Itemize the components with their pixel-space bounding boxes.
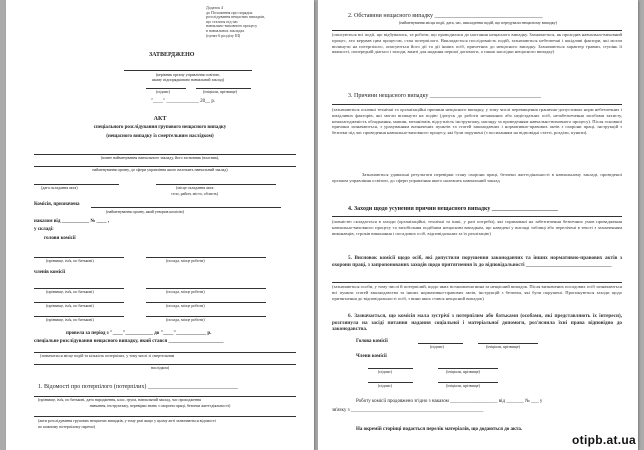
commission-head-label: Голова комісії [356,339,388,344]
approval-date: "____" _____________ 20__ р. [151,99,216,104]
commission-members-label: Члени комісії [356,354,387,359]
head-label: голови комісії [44,236,76,241]
head-pib-caption: (прізвище, ім'я, по батькові) [46,258,94,263]
approver-line [124,70,252,71]
document-page-2 [318,0,638,450]
section-3-text: (зазначаються основні технічні та організаційні причини нещасного випадку, у тому числі перевищення гранично-допустимих норм небезпечних і шкідливих факторів, які могли вплинути на подію (допуск до роботи незаконних або недієздатних осіб, незабезпечення засобами захисту, неналагодженість обладнання, машин, механізмів, відсутність інструктажу, нагляду за проведенням навчально-виховного процесу). Після основної причини зазначаються, з урахуванням визначених пунктів та статей законодавчих і нормативно-правових актів з охорони праці, інструкцій з безпеки під час проведення навчально-виховного процесу, які були порушені (з посиланням на відповідні статті, розділи, пункти). [332,107,622,136]
section-6-text: 6. Зазначається, що комісія мала зустрічі з потерпілим або батьками (особами, які представляють їх інтереси), розглянула на засіді питання надання соціальної і матеріальної допомоги, роз'яснила їхні права відповідно до законодавства. [332,313,622,333]
work-extended-line: Роботу комісії продовжено згідно з наказом ___________________ від _______ № ___ у [356,399,543,404]
date-caption: (дата складання акта) [41,185,78,190]
appendix-note: Додаток 4 до Положення про порядок розслідування нещасних випадків, що сталися під час навчально-виховного процесу в навчальних закладах (пункт 6 розділу III) [206,5,265,38]
member1-position-caption: (посада, місце роботи) [166,289,205,294]
section-2-line [332,30,622,31]
head-sign-caption: (підпис) [430,344,445,349]
section-2-heading: 2. Обставини нещасного випадку ____________________________________ [348,13,543,19]
section-5-heading: 5. Висновок комісії щодо осіб, які допустили порушення законодавчих та інших нормативно-правових актів з охорони праці, з запропонованих заходів щодо притягнення їх до відповідальності _________________________________ [332,255,622,268]
section-3-line [332,104,622,105]
member-initials-caption-1: (ініціали, прізвище) [446,369,480,374]
head-initials-caption: (ініціали, прізвище) [486,344,520,349]
member3-position-line [146,316,266,317]
member1-position-line [146,288,266,289]
section-4-heading: 4. Заходи щодо усунення причин нещасного випадку ______________________ [348,206,558,212]
section-4-line [332,216,622,217]
institution-caption: (повне найменування навчального закладу, його засновник (власник), [100,155,220,160]
act-subtitle: спеціального розслідування групового нещасного випадку [93,125,227,130]
work-extended-line-2: зв'язку з _____________________________________________________ [332,408,484,413]
victims-caption-2: наслідком) [150,365,170,370]
footer-note: На окремій сторінці подається перелік матеріалів, що додаються до акта. [356,427,523,432]
member2-pib-caption: (прізвище, ім'я, по батькові) [46,303,94,308]
head-position-line [146,257,266,258]
section-1-caption-3: (акти розслідування групових нещасних випадків, у тому разі якщо у цьому акті зазначаються відомості [38,418,216,423]
members-label: членів комісії [34,270,66,275]
section-2-caption: (найменування місця події, дата, час, викладення подій, що передували нещасному випадку) [399,20,557,25]
member-initials-caption-2: (ініціали, прізвище) [446,383,480,388]
period-line: провела за період з "____"___________ до "____"____________ р. [66,331,212,336]
place-caption: (місце складання акта: [176,185,215,190]
member3-pib-caption: (прізвище, ім'я, по батькові) [46,317,94,322]
section-2-text: (описуються всі події, що відбувались, та роботи, що проводилися до настання нещасного випадку. Зазначається, як проходив навчально-виховний процес, хто керував цим процесом, стан потерпілого. Викладається послідовність подій, зазначаються небезпечні і шкідливі фактори, які могли вплинути на потерпілого, описуються його дії та дії інших осіб, причетних до нещасного випадку. Зазначаються характер травми, ступінь її важкості, попередній діагноз і заходи, вжиті для надання першої допомоги, а також наслідки нещасного випадку) [332,32,622,55]
approver-caption: (керівник органу управління освітою, якому підпорядковано навчальний заклад) [152,72,224,82]
place-caption-2: село, район, місто, область) [171,191,219,196]
member-sign-caption-1: (підпис) [378,369,393,374]
initials-caption: (ініціали, прізвище) [203,89,237,94]
section-5-caption: (зазначаються особи, у тому числі й потерпілий, щодо яких встановлена вина за нещасний випадок. Після визначених посадових осіб зазначаються всі пункти статей законодавства та інших нормативно-правових актів, інструкцій з безпеки, які були порушені. Пропонуються заходи щодо притягнення до відповідальності осіб, з вини яких стався нещасний випадок) [332,284,622,301]
member2-position-caption: (посада, місце роботи) [166,303,205,308]
section-1-heading: 1. Відомості про потерпілого (потерпілих) ______________________________ [38,384,238,390]
sign-caption: (підпис) [156,89,171,94]
member1-pib-caption: (прізвище, ім'я, по батькові) [46,289,94,294]
section-1-caption-2: навчання, інструктажу, перевірки знань з охорони праці, безпеки життєдіяльності) [89,403,231,408]
member3-position-caption: (посада, місце роботи) [166,317,205,322]
document-page-1 [6,0,314,450]
member2-position-line [146,302,266,303]
member-sign-caption-2: (підпис) [378,383,393,388]
section-1-line-2 [34,416,296,417]
investigation-line: спеціальне розслідування нещасного випадку, який стався ______________________ [34,339,224,344]
commission-label: Комісія, призначена [34,202,80,207]
section-1-caption-4: по кожному потерпілому окремо) [38,424,96,429]
act-subtitle-2: (нещасного випадку із смертельним наслідком) [106,134,214,139]
section-3-text-b: Зазначаються удавальні результати перевірки стану охорони праці, безпеки життєдіяльності в навчальному закладі, проведеної органом управління освітою, до сфери управління якого належить навчальний заклад [332,172,622,183]
section-1-caption: (прізвище, ім'я, по батькові, дата народження, клас, група, навчальний заклад, час проходження [38,397,201,402]
section-5-line [332,282,622,283]
section-4-text: (повністю складається в заходи (організаційні, технічні та інші, у разі потреби), які спрямовані на забезпечення безпечних умов провадження навчально-виховного процесу та запобігання подібним нещасним випадкам, що наведені у вигляді таблиці або перелічені в тексті з зазначенням виконавців, строків виконання і посадових осіб, відповідальних за їх реалізацію) [332,219,622,236]
commission-line [91,207,281,208]
commission-caption: (найменування органу, який утворив комісію) [106,209,184,214]
victims-caption: (зазначається місце подій та кількість потерпілих, у тому числі зі смертельним [40,353,175,358]
approved-heading: ЗАТВЕРДЖЕНО [149,52,195,58]
section-3-heading: 3. Причини нещасного випадку _____________________________________ [348,93,541,99]
head-position-caption: (посада, місце роботи) [166,258,205,263]
place-line [156,184,276,185]
act-title: АКТ [153,116,167,122]
composition-label: у складі: [34,227,54,232]
watermark: otipb.at.ua [572,433,636,447]
institution-caption-2: найменування органу, до сфери управління якого належить навчальний заклад) [92,167,228,172]
order-line: наказом від ___________ № ____ , [34,219,110,224]
